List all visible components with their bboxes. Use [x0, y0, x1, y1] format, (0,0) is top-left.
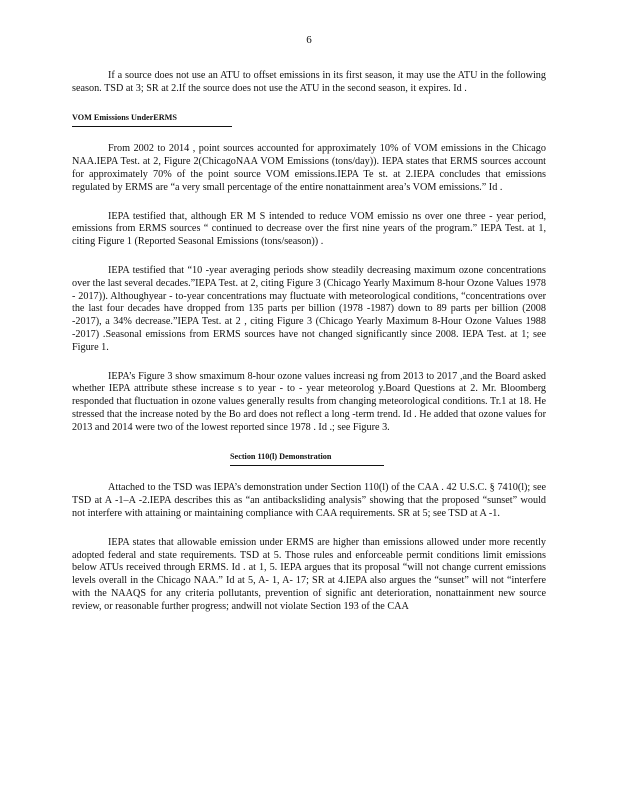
paragraph-antibacksliding: Attached to the TSD was IEPA’s demonstration under Section 110(l) of the CAA . 42 U.S.C. § 7410(l); see TSD at A -1–A -2.IEPA describes this as “an antibacksliding analysis” showing that the proposed “sunset” would not interfere with attaining or maintaining compliance with CAA requirements. SR at 5; see TSD at A -1.	[72, 482, 546, 519]
heading-vom-emissions: VOM Emissions UnderERMS	[72, 112, 232, 128]
paragraph-atu-expiration: If a source does not use an ATU to offset emissions in its first season, it may use the ATU in the following season. TSD at 3; SR at 2.If the source does not use the ATU in the second season, it expires. Id .	[72, 70, 546, 94]
paragraph-allowable-emissions: IEPA states that allowable emission under ERMS are higher than emissions allowed under more recently adopted federal and state requirements. TSD at 5. Those rules and enforceable permit conditions limit emissions below ATUs received through ERMS. Id . at 1, 5. IEPA argues that its proposal “will not change current emissions levels overall in the Chicago NAA.” Id at 5, A- 1, A- 17; SR at 4.IEPA also argues the “sunset” will not “interfere with the NAAQS for any criteria pollutants, prevention of signific ant deterioration, nonattainment new source review, or reasonable further progress; andwill not violate Section 193 of the CAA	[72, 536, 546, 612]
paragraph-ozone-trends: IEPA testified that “10 -year averaging periods show steadily decreasing maximum ozone concentrations over the last several decades.”IEPA Test. at 2, citing Figure 3 (Chicago Yearly Maximum 8-hour Ozone Values 1978 - 2017)). Althoughyear - to-year concentrations may fluctuate with meteorological conditions, “concentrations over the last four decades have dropped from 135 parts per billion (1978 -1987) down to 89 parts per billion (2008 -2017), a 34% decrease.”IEPA Test. at 2 , citing Figure 3 (Chicago Yearly Maximum 8-Hour Ozone Values 1988 -2017) .Seasonal emissions from ERMS sources have not changed significantly since 2008. IEPA Test. at 1; see Figure 1.	[72, 264, 546, 353]
page-number: 6	[306, 34, 312, 46]
paragraph-figure-3-discussion: IEPA’s Figure 3 show smaximum 8-hour ozone values increasi ng from 2013 to 2017 ,and the Board asked whether IEPA attribute sthese increase s to year - to - year meteorolog y.Board Questions at 2. Mr. Bloomberg responded that fluctuation in ozone values generally results from changing meteorological conditions. Tr.1 at 18. He stressed that the increase noted by the Bo ard does not reflect a long -term trend. Id . He added that ozone values for 2013 and 2014 were two of the lowest reported since 1978 . Id .; see Figure 3.	[72, 370, 546, 433]
paragraph-point-source-share: From 2002 to 2014 , point sources accounted for approximately 10% of VOM emissions in the Chicago NAA.IEPA Test. at 2, Figure 2(ChicagoNAA VOM Emissions (tons/day)). IEPA states that ERMS sources account for approximately 70% of the point source VOM emissions.IEPA Te st. at 2.IEPA concludes that emissions regulated by ERMS are “a very small percentage of the entire nonattainment area’s VOM emissions.” Id .	[72, 143, 546, 193]
paragraph-emissions-decrease: IEPA testified that, although ER M S intended to reduce VOM emissio ns over one three - year period, emissions from ERMS sources “ continued to decrease over the first nine years of the program.” IEPA Test. at 1, citing Figure 1 (Reported Seasonal Emissions (tons/season)) .	[72, 210, 546, 248]
heading-section-110l: Section 110(l) Demonstration	[230, 451, 384, 467]
document-body	[72, 70, 546, 614]
